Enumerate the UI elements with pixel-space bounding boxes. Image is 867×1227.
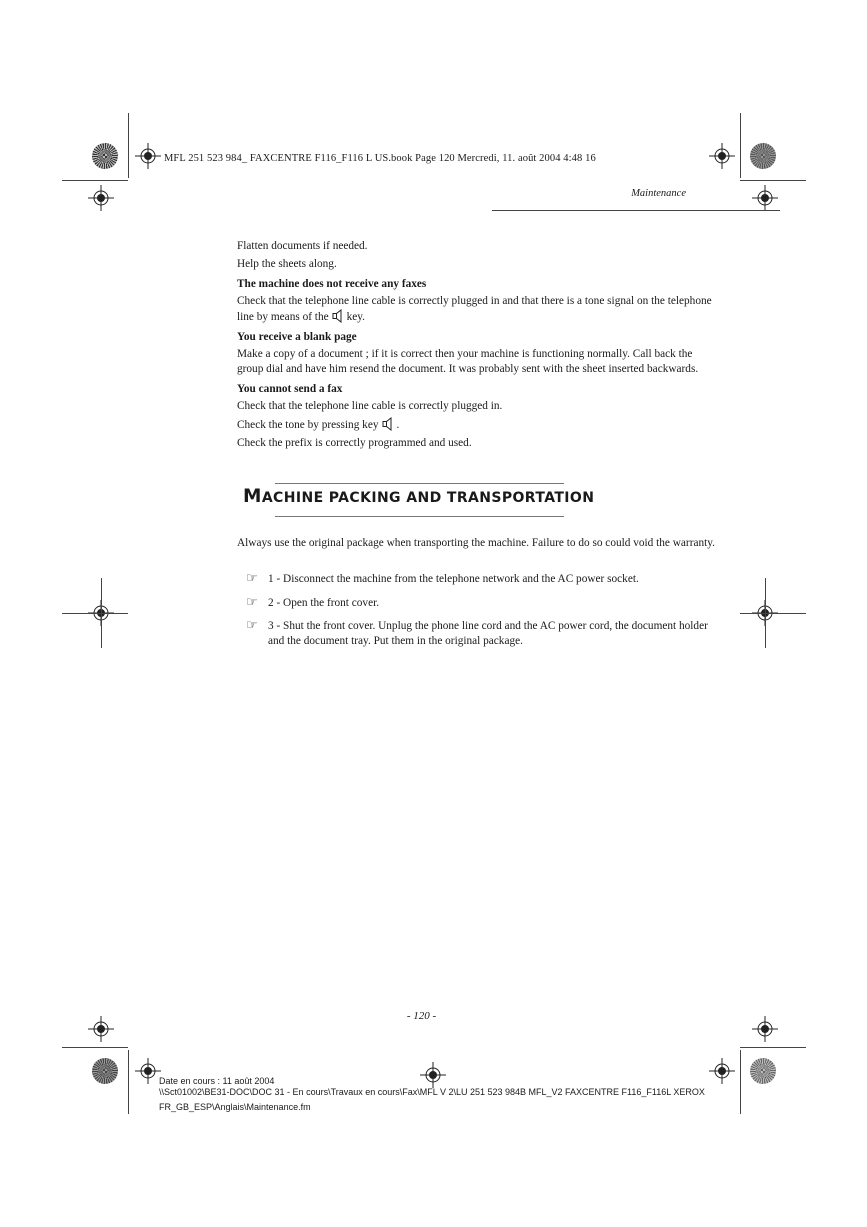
color-rosette-icon	[92, 143, 118, 169]
troubleshooting-block	[237, 239, 717, 451]
list-item	[246, 619, 716, 649]
paragraph: Make a copy of a document ; if it is correct then your machine is functioning normally. Call back the group dial and have him resend the document. It was probably sent with the sheet inserted backwards.	[237, 348, 699, 375]
footer-date: Date en cours : 11 août 2004	[159, 1076, 275, 1086]
paragraph: Check that the telephone line cable is correctly plugged in.	[237, 400, 503, 412]
paragraph: Help the sheets along.	[237, 258, 337, 270]
crop-line	[740, 613, 806, 614]
print-header-info: MFL 251 523 984_ FAXCENTRE F116_F116 L US.book Page 120 Mercredi, 11. août 2004 4:48 16	[164, 153, 596, 164]
step-text: 3 - Shut the front cover. Unplug the phone line cord and the AC power cord, the document holder and the document tray. Put them in the original package.	[268, 620, 708, 647]
registration-mark-icon	[709, 1058, 735, 1084]
footer-path: \\Sct01002\BE31-DOC\DOC 31 - En cours\Travaux en cours\Fax\MFL V 2\LU 251 523 984B MFL_V2 FAXCENTRE F116_F116L XEROX	[159, 1087, 705, 1097]
pointing-hand-icon: ☞	[246, 571, 258, 586]
paragraph-text: key.	[346, 311, 366, 323]
subheading: You cannot send a fax	[237, 383, 343, 395]
footer-file: FR_GB_ESP\Anglais\Maintenance.fm	[159, 1102, 311, 1112]
crop-line	[740, 1050, 741, 1114]
list-item	[246, 572, 716, 587]
registration-mark-icon	[135, 1058, 161, 1084]
registration-mark-icon	[709, 143, 735, 169]
subheading: The machine does not receive any faxes	[237, 278, 427, 290]
running-head: Maintenance	[631, 188, 686, 199]
pointing-hand-icon: ☞	[246, 618, 258, 633]
crop-line	[740, 180, 806, 181]
paragraph	[237, 417, 717, 433]
crop-line	[740, 113, 741, 178]
section-rule-bottom	[275, 516, 564, 517]
crop-line	[128, 1050, 129, 1114]
registration-mark-icon	[88, 185, 114, 211]
paragraph-text: Check that the telephone line cable is correctly plugged in and that there is a tone signal on the	[237, 295, 665, 307]
color-rosette-icon	[750, 143, 776, 169]
registration-mark-icon	[752, 185, 778, 211]
section-title	[243, 486, 594, 507]
crop-line	[740, 1047, 806, 1048]
color-rosette-icon	[750, 1058, 776, 1084]
step-text: 1 - Disconnect the machine from the telephone network and the AC power socket.	[268, 573, 639, 585]
subheading: You receive a blank page	[237, 331, 357, 343]
step-text: 2 - Open the front cover.	[268, 597, 380, 609]
section-intro: Always use the original package when transporting the machine. Failure to do so could void the warranty.	[237, 537, 715, 549]
page-number: - 120 -	[406, 1010, 437, 1022]
paragraph-text: telephone line by means of the	[237, 295, 712, 323]
paragraph: Check the prefix is correctly programmed and used.	[237, 437, 472, 449]
section-rule-top	[275, 483, 564, 484]
speaker-key-icon	[382, 417, 394, 431]
crop-line	[62, 613, 128, 614]
paragraph-text: Check the tone by pressing key	[237, 419, 379, 431]
pointing-hand-icon: ☞	[246, 595, 258, 610]
paragraph	[237, 294, 717, 325]
speaker-key-icon	[332, 309, 344, 323]
crop-line	[128, 113, 129, 178]
header-rule	[492, 210, 780, 211]
crop-line	[62, 180, 128, 181]
paragraph: Flatten documents if needed.	[237, 240, 368, 252]
list-item	[246, 596, 716, 611]
paragraph-text: .	[396, 419, 400, 431]
registration-mark-icon	[420, 1062, 446, 1088]
section-title-rest: ACHINE PACKING AND TRANSPORTATION	[261, 490, 595, 506]
registration-mark-icon	[135, 143, 161, 169]
color-rosette-icon	[92, 1058, 118, 1084]
section-title-initial: M	[243, 486, 262, 507]
crop-line	[62, 1047, 128, 1048]
